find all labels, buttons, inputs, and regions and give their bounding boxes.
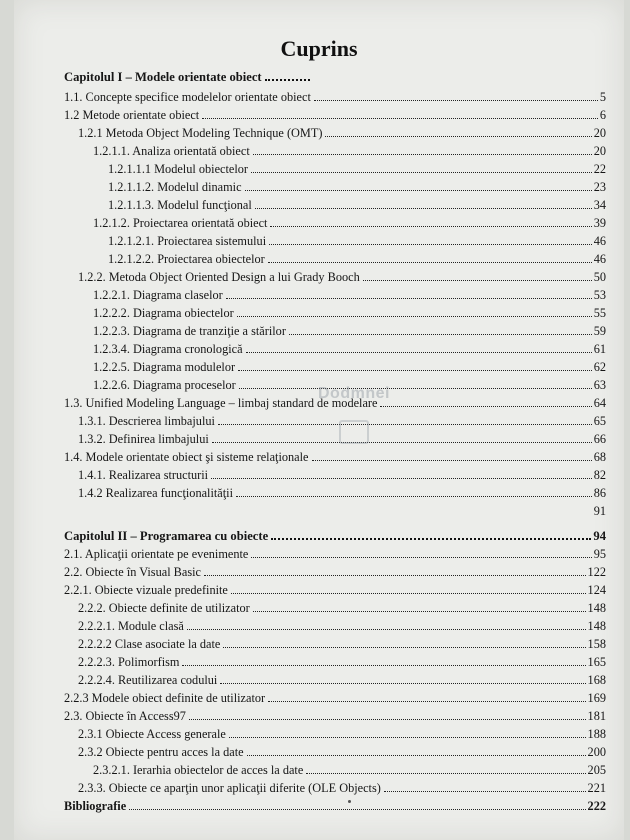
toc-entry-label: 2.3.2.1. Ierarhia obiectelor de acces la date [93, 763, 304, 777]
dot-leader [218, 424, 592, 425]
toc-entry-page: 86 [593, 486, 606, 500]
toc-entry-label: 1.4. Modele orientate obiect şi sisteme relaţionale [64, 450, 309, 464]
dot-leader [247, 755, 586, 756]
page-title: Cuprins [280, 36, 358, 61]
toc-entry-label: 1.4.2 Realizarea funcţionalităţii [78, 486, 234, 500]
toc-entry-label: 1.1. Concepte specifice modelelor orientate obiect [64, 90, 311, 104]
toc-entry-page: 6 [599, 108, 606, 122]
dot-leader [237, 316, 592, 317]
dot-leader [325, 136, 591, 137]
dot-leader [271, 538, 591, 540]
dot-leader [204, 575, 586, 576]
toc-entry-page: 66 [593, 432, 606, 446]
dot-leader [246, 352, 592, 353]
toc-entry-label: 1.3.1. Descrierea limbajului [78, 414, 215, 428]
toc-entry-label: 1.2.2.2. Diagrama obiectelor [93, 306, 234, 320]
toc-entry-label: 1.2.1.2.2. Proiectarea obiectelor [108, 252, 265, 266]
toc-entry-label: 1.2.2. Metoda Object Oriented Design a lui Grady Booch [78, 270, 360, 284]
toc-entry[interactable] [78, 652, 606, 670]
dot-leader [238, 370, 592, 371]
dot-leader [187, 629, 586, 630]
toc-entry-chapter-1[interactable] [64, 67, 312, 85]
toc-entry-label: Capitolul II – Programarea cu obiecte [64, 529, 269, 543]
toc-entry-label: 2.2.3 Modele obiect definite de utilizator [64, 691, 266, 705]
dot-leader [239, 388, 592, 389]
toc-entry-page: 22 [593, 162, 606, 176]
toc-entry-page: 23 [593, 180, 606, 194]
toc-entry-chapter-2[interactable] [64, 526, 606, 544]
toc-entry-page: 64 [593, 396, 606, 410]
toc-entry-label: 1.2.1.2.1. Proiectarea sistemului [108, 234, 267, 248]
dot-leader [129, 809, 585, 810]
toc-entry-label: 2.2.2.4. Reutilizarea codului [78, 673, 218, 687]
dot-leader [229, 737, 586, 738]
toc-entry-page: 5 [599, 90, 606, 104]
watermark-icon [339, 420, 369, 444]
toc-entry-label: 1.3. Unified Modeling Language – limbaj standard de modelare [64, 396, 378, 410]
toc-entry-page: 95 [593, 547, 606, 561]
toc-entry-page: 65 [593, 414, 606, 428]
dot-leader [251, 557, 591, 558]
toc-entry-page: 63 [593, 378, 606, 392]
dot-leader [182, 665, 585, 666]
toc-entry-page: 169 [587, 691, 606, 705]
toc-entry-label: 1.2 Metode orientate obiect [64, 108, 200, 122]
toc-entry[interactable] [108, 177, 606, 195]
toc-entry[interactable] [64, 562, 606, 580]
dot-leader [268, 701, 585, 702]
toc-entry-page: 205 [587, 763, 606, 777]
dot-leader [312, 460, 592, 461]
dot-leader [270, 226, 591, 227]
toc-entry-page: 222 [587, 799, 606, 813]
toc-entry-label: 1.2.2.3. Diagrama de tranziţie a stărilor [93, 324, 286, 338]
dot-leader [289, 334, 592, 335]
dot-leader [363, 280, 592, 281]
toc-entry-page: 62 [593, 360, 606, 374]
toc-entry-label: 2.3.2 Obiecte pentru acces la date [78, 745, 244, 759]
dot-leader [245, 190, 592, 191]
toc-entry-label: 1.4.1. Realizarea structurii [78, 468, 209, 482]
toc-entry[interactable] [78, 778, 606, 796]
toc-entry[interactable] [554, 501, 606, 519]
dot-leader [226, 298, 592, 299]
toc-entry[interactable] [78, 616, 606, 634]
toc-entry-label: Capitolul I – Modele orientate obiect [64, 70, 262, 84]
toc-entry-page: 82 [593, 468, 606, 482]
toc-entry-page: 158 [587, 637, 606, 651]
toc-entry[interactable] [78, 670, 606, 688]
dot-leader [268, 262, 592, 263]
watermark-logo: Dodmnei [318, 385, 390, 402]
dot-leader [269, 244, 592, 245]
dot-leader [223, 647, 585, 648]
toc-entry[interactable] [93, 213, 606, 231]
toc-entry-page: 221 [587, 781, 606, 795]
toc-entry[interactable] [93, 357, 606, 375]
table-of-contents [14, 0, 624, 840]
toc-entry-page: 165 [587, 655, 606, 669]
toc-entry-page: 20 [593, 144, 606, 158]
toc-entry[interactable] [108, 231, 606, 249]
toc-entry-label: 2.3.3. Obiecte ce aparţin unor aplicaţii diferite (OLE Objects) [78, 781, 381, 795]
toc-entry[interactable] [64, 87, 606, 105]
toc-entry-page: 59 [593, 324, 606, 338]
toc-entry-label: 1.2.2.5. Diagrama modulelor [93, 360, 236, 374]
toc-entry-page: 61 [593, 342, 606, 356]
paper-speck [348, 800, 351, 803]
toc-entry-page: 68 [593, 450, 606, 464]
toc-entry-label: 1.2.1.1.2. Modelul dinamic [108, 180, 242, 194]
toc-entry-label: 1.2.3.4. Diagrama cronologică [93, 342, 243, 356]
toc-entry[interactable] [93, 321, 606, 339]
toc-entry[interactable] [78, 483, 606, 501]
toc-entry-label: 2.2.2.3. Polimorfism [78, 655, 180, 669]
toc-entry[interactable] [93, 760, 606, 778]
toc-entry-page: 34 [593, 198, 606, 212]
toc-entry-label: 2.2. Obiecte în Visual Basic [64, 565, 202, 579]
toc-entry-label: 2.1. Aplicaţii orientate pe evenimente [64, 547, 249, 561]
dot-leader [189, 719, 586, 720]
toc-entry-page: 46 [593, 234, 606, 248]
toc-entry-label: 2.3.1 Obiecte Access generale [78, 727, 226, 741]
toc-entry-label: 1.2.2.6. Diagrama proceselor [93, 378, 236, 392]
toc-entry[interactable] [64, 447, 606, 465]
toc-entry-page: 91 [593, 504, 606, 518]
toc-entry-page: 200 [587, 745, 606, 759]
toc-entry[interactable] [78, 742, 606, 760]
toc-entry[interactable] [78, 123, 606, 141]
book-page [14, 0, 624, 840]
toc-entry[interactable] [108, 195, 606, 213]
toc-entry-label: 1.2.2.1. Diagrama claselor [93, 288, 223, 302]
toc-entry-page: 188 [587, 727, 606, 741]
toc-entry[interactable] [78, 465, 606, 483]
toc-entry-page: 124 [587, 583, 606, 597]
dot-leader [212, 442, 592, 443]
toc-entry-label: 2.2.2. Obiecte definite de utilizator [78, 601, 250, 615]
dot-leader [265, 79, 310, 81]
dot-leader [253, 154, 592, 155]
dot-leader [380, 406, 591, 407]
toc-entry[interactable] [64, 706, 606, 724]
dot-leader [231, 593, 586, 594]
toc-entry-page: 50 [593, 270, 606, 284]
toc-entry[interactable] [64, 105, 606, 123]
dot-leader [202, 118, 598, 119]
toc-entry-label: 1.2.1.1. Analiza orientată obiect [93, 144, 250, 158]
toc-entry-label: 1.2.1.2. Proiectarea orientată obiect [93, 216, 268, 230]
dot-leader [220, 683, 585, 684]
toc-entry-label: 2.2.1. Obiecte vizuale predefinite [64, 583, 228, 597]
toc-entry-page: 20 [593, 126, 606, 140]
toc-entry[interactable] [64, 688, 606, 706]
dot-leader [253, 611, 586, 612]
toc-entry[interactable] [64, 580, 606, 598]
toc-entry-page: 53 [593, 288, 606, 302]
toc-entry-page: 168 [587, 673, 606, 687]
toc-entry-page: 39 [593, 216, 606, 230]
toc-entry[interactable] [78, 724, 606, 742]
toc-entry[interactable] [64, 544, 606, 562]
toc-entry[interactable] [108, 249, 606, 267]
toc-entry-label: Bibliografie [64, 799, 127, 813]
toc-entry-page: 148 [587, 601, 606, 615]
toc-entry-page: 148 [587, 619, 606, 633]
toc-entry-label: 1.3.2. Definirea limbajului [78, 432, 209, 446]
toc-entry[interactable] [108, 159, 606, 177]
dot-leader [314, 100, 598, 101]
toc-entry[interactable] [78, 598, 606, 616]
toc-entry-label: 2.2.2.1. Module clasă [78, 619, 184, 633]
dot-leader [255, 208, 592, 209]
dot-leader [211, 478, 592, 479]
toc-entry-bibliography[interactable] [64, 796, 606, 814]
toc-entry-page: 181 [587, 709, 606, 723]
dot-leader [384, 791, 586, 792]
toc-entry[interactable] [93, 303, 606, 321]
dot-leader [236, 496, 592, 497]
toc-entry-page: 122 [587, 565, 606, 579]
toc-entry-page: 55 [593, 306, 606, 320]
toc-entry[interactable] [78, 267, 606, 285]
toc-entry[interactable] [93, 285, 606, 303]
dot-leader [306, 773, 585, 774]
toc-entry-label: 1.2.1 Metoda Object Modeling Technique (OMT) [78, 126, 323, 140]
toc-entry-label: 1.2.1.1.3. Modelul funcţional [108, 198, 252, 212]
toc-entry-page: 94 [593, 529, 606, 543]
toc-entry-label: 2.3. Obiecte în Access97 [64, 709, 186, 723]
toc-entry-label: 1.2.1.1.1 Modelul obiectelor [108, 162, 249, 176]
toc-entry-page: 46 [593, 252, 606, 266]
toc-entry[interactable] [93, 339, 606, 357]
toc-entry[interactable] [93, 141, 606, 159]
toc-entry-label: 2.2.2.2 Clase asociate la date [78, 637, 221, 651]
toc-entry[interactable] [78, 634, 606, 652]
dot-leader [251, 172, 592, 173]
